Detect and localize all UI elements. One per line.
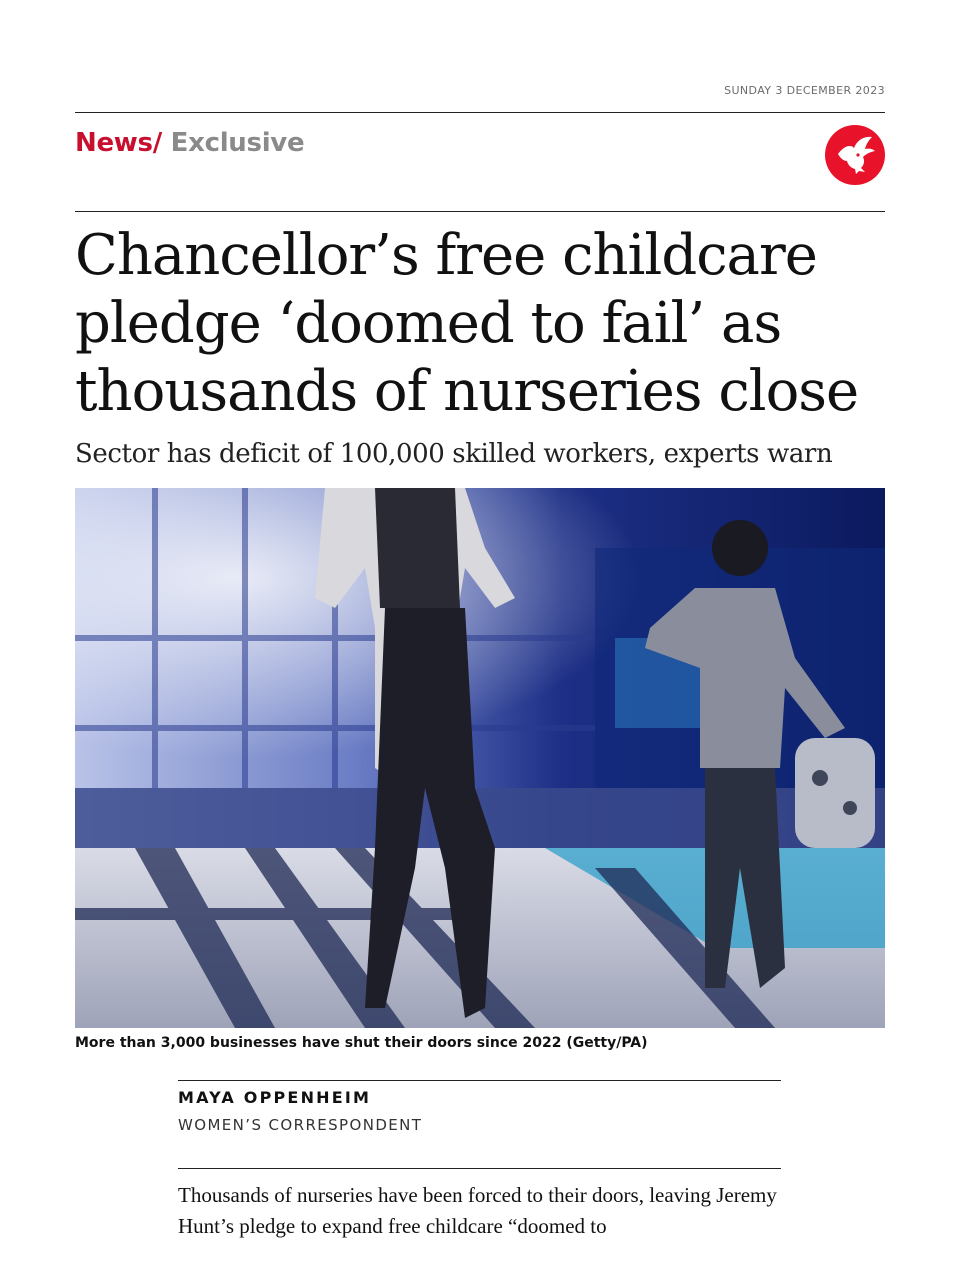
headline: Chancellor’s free childcare pledge ‘doomed to fail’ as thousands of nurseries close — [75, 223, 859, 424]
publication-date: SUNDAY 3 DECEMBER 2023 — [724, 84, 885, 97]
article-lead-paragraph: Thousands of nurseries have been forced to their doors, leaving Jeremy Hunt’s pledge to expand free childcare “doomed to — [178, 1183, 777, 1238]
article-photo[interactable] — [75, 488, 885, 1028]
author-role: WOMEN’S CORRESPONDENT — [178, 1116, 423, 1134]
eagle-icon[interactable] — [824, 124, 886, 186]
section-news-label[interactable]: News/ — [75, 128, 162, 158]
section-exclusive-label[interactable]: Exclusive — [170, 128, 305, 158]
byline-divider-bottom — [178, 1168, 781, 1169]
photo-caption: More than 3,000 businesses have shut their doors since 2022 (Getty/PA) — [75, 1035, 648, 1051]
section-label[interactable] — [75, 128, 304, 158]
standfirst: Sector has deficit of 100,000 skilled workers, experts warn — [75, 439, 833, 469]
author-name[interactable]: MAYA OPPENHEIM — [178, 1088, 372, 1107]
byline-divider-top — [178, 1080, 781, 1081]
headline-divider — [75, 211, 885, 212]
top-divider — [75, 112, 885, 113]
